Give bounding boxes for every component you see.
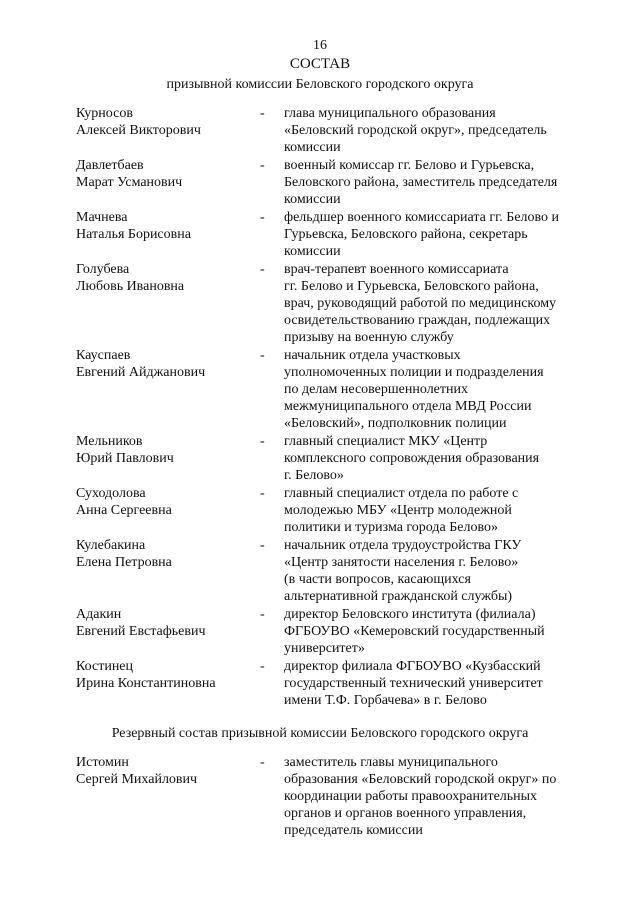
member-given-names: Марат Усманович [76, 175, 183, 190]
member-entry [0, 347, 640, 432]
member-dash: - [260, 434, 265, 449]
member-role [284, 537, 594, 605]
member-role-line: директор Беловского института (филиала) [284, 607, 536, 622]
member-role-line: комиссии [284, 140, 341, 155]
member-role [284, 658, 594, 709]
member-role-line: молодежью МБУ «Центр молодежной [284, 503, 512, 518]
member-name [76, 606, 206, 640]
member-role-line: комиссии [284, 244, 341, 259]
member-dash: - [260, 659, 265, 674]
member-given-names: Любовь Ивановна [76, 279, 185, 294]
member-entry [0, 754, 640, 839]
member-role-line: начальник отдела участковых [284, 348, 461, 363]
member-name [76, 537, 172, 571]
member-role-line: фельдшер военного комиссариата гг. Белово и [284, 210, 560, 225]
member-role-line: г. Белово» [284, 468, 344, 483]
member-role-line: имени Т.Ф. Горбачева» в г. Белово [284, 693, 487, 708]
member-given-names: Юрий Павлович [76, 451, 174, 466]
member-surname: Истомин [76, 755, 129, 770]
member-dash: - [260, 262, 265, 277]
member-dash: - [260, 486, 265, 501]
reserve-members-list [0, 754, 640, 840]
member-role-line: Гурьевска, Беловского района, секретарь [284, 227, 528, 242]
member-name [76, 261, 184, 295]
member-role-line: комиссии [284, 192, 341, 207]
member-role-line: «Беловский», подполковник полиции [284, 416, 507, 431]
member-entry [0, 261, 640, 346]
member-given-names: Ирина Константиновна [76, 676, 216, 691]
member-role-line: главный специалист отдела по работе с [284, 486, 519, 501]
member-entry [0, 606, 640, 657]
member-given-names: Алексей Викторович [76, 123, 201, 138]
member-role-line: государственный технический университет [284, 676, 543, 691]
member-surname: Мельников [76, 434, 143, 449]
member-surname: Кулебакина [76, 538, 146, 553]
member-dash: - [260, 348, 265, 363]
member-name [76, 209, 191, 243]
member-role-line: главный специалист МКУ «Центр [284, 434, 488, 449]
member-name [76, 105, 201, 139]
member-role-line: гг. Белово и Гурьевска, Беловского района, [284, 279, 539, 294]
member-surname: Курносов [76, 106, 133, 121]
member-surname: Суходолова [76, 486, 146, 501]
member-role [284, 606, 594, 657]
member-surname: Костинец [76, 659, 134, 674]
member-role-line: ФГБОУВО «Кемеровский государственный [284, 624, 545, 639]
member-role-line: политики и туризма города Белово» [284, 520, 498, 535]
member-name [76, 433, 174, 467]
member-role-line: межмуниципального отдела МВД России [284, 399, 532, 414]
member-dash: - [260, 755, 265, 770]
member-dash: - [260, 106, 265, 121]
member-role [284, 485, 594, 536]
member-role-line: альтернативной гражданской службы) [284, 589, 513, 604]
member-role-line: врач, руководящий работой по медицинскому [284, 296, 557, 311]
member-name [76, 754, 197, 788]
member-role [284, 754, 594, 839]
member-role-line: (в части вопросов, касающихся [284, 572, 471, 587]
member-role-line: Беловского района, заместитель председателя [284, 175, 558, 190]
member-given-names: Евгений Айджанович [76, 365, 206, 380]
member-dash: - [260, 210, 265, 225]
member-role [284, 157, 594, 208]
member-role [284, 209, 594, 260]
member-role-line: органов и органов военного управления, [284, 806, 527, 821]
member-role-line: председатель комиссии [284, 823, 423, 838]
member-role [284, 105, 594, 156]
member-entry [0, 485, 640, 536]
member-role-line: уполномоченных полиции и подразделения [284, 365, 544, 380]
member-dash: - [260, 538, 265, 553]
member-role [284, 433, 594, 484]
member-surname: Давлетбаев [76, 158, 144, 173]
member-dash: - [260, 158, 265, 173]
member-role-line: университет» [284, 641, 365, 656]
member-role-line: врач-терапевт военного комиссариата [284, 262, 509, 277]
member-name [76, 658, 216, 692]
member-role-line: военный комиссар гг. Белово и Гурьевска, [284, 158, 535, 173]
member-role-line: комплексного сопровождения образования [284, 451, 540, 466]
member-given-names: Елена Петровна [76, 555, 172, 570]
member-given-names: Наталья Борисовна [76, 227, 191, 242]
member-entry [0, 209, 640, 260]
member-role-line: координации работы правоохранительных [284, 789, 538, 804]
member-role-line: призыву на военную службу [284, 330, 454, 345]
member-role-line: «Центр занятости населения г. Белово» [284, 555, 519, 570]
member-role-line: заместитель главы муниципального [284, 755, 498, 770]
member-name [76, 157, 182, 191]
member-surname: Кауспаев [76, 348, 131, 363]
page-number: 16 [313, 38, 327, 53]
member-role-line: директор филиала ФГБОУВО «Кузбасский [284, 659, 541, 674]
document-title: СОСТАВ [289, 56, 351, 72]
member-given-names: Сергей Михайлович [76, 772, 198, 787]
member-role-line: «Беловский городской округ», председатель [284, 123, 547, 138]
member-entry [0, 433, 640, 484]
member-name [76, 347, 205, 381]
member-role-line: освидетельствованию граждан, подлежащих [284, 313, 551, 328]
document-subtitle: призывной комиссии Беловского городского округа [166, 77, 474, 92]
member-role-line: по делам несовершеннолетних [284, 382, 468, 397]
member-role [284, 261, 594, 346]
commission-members-list [0, 105, 640, 710]
member-entry [0, 157, 640, 208]
member-given-names: Анна Сергеевна [76, 503, 172, 518]
member-entry [0, 105, 640, 156]
member-surname: Голубева [76, 262, 130, 277]
member-name [76, 485, 172, 519]
member-entry [0, 658, 640, 709]
member-entry [0, 537, 640, 605]
member-given-names: Евгений Евстафьевич [76, 624, 206, 639]
member-role-line: начальник отдела трудоустройства ГКУ [284, 538, 522, 553]
member-role-line: образования «Беловский городской округ» по [284, 772, 557, 787]
member-role [284, 347, 594, 432]
member-surname: Адакин [76, 607, 122, 622]
member-dash: - [260, 607, 265, 622]
member-role-line: глава муниципального образования [284, 106, 496, 121]
member-surname: Мачнева [76, 210, 128, 225]
reserve-section-title: Резервный состав призывной комиссии Беловского городского округа [111, 726, 529, 741]
